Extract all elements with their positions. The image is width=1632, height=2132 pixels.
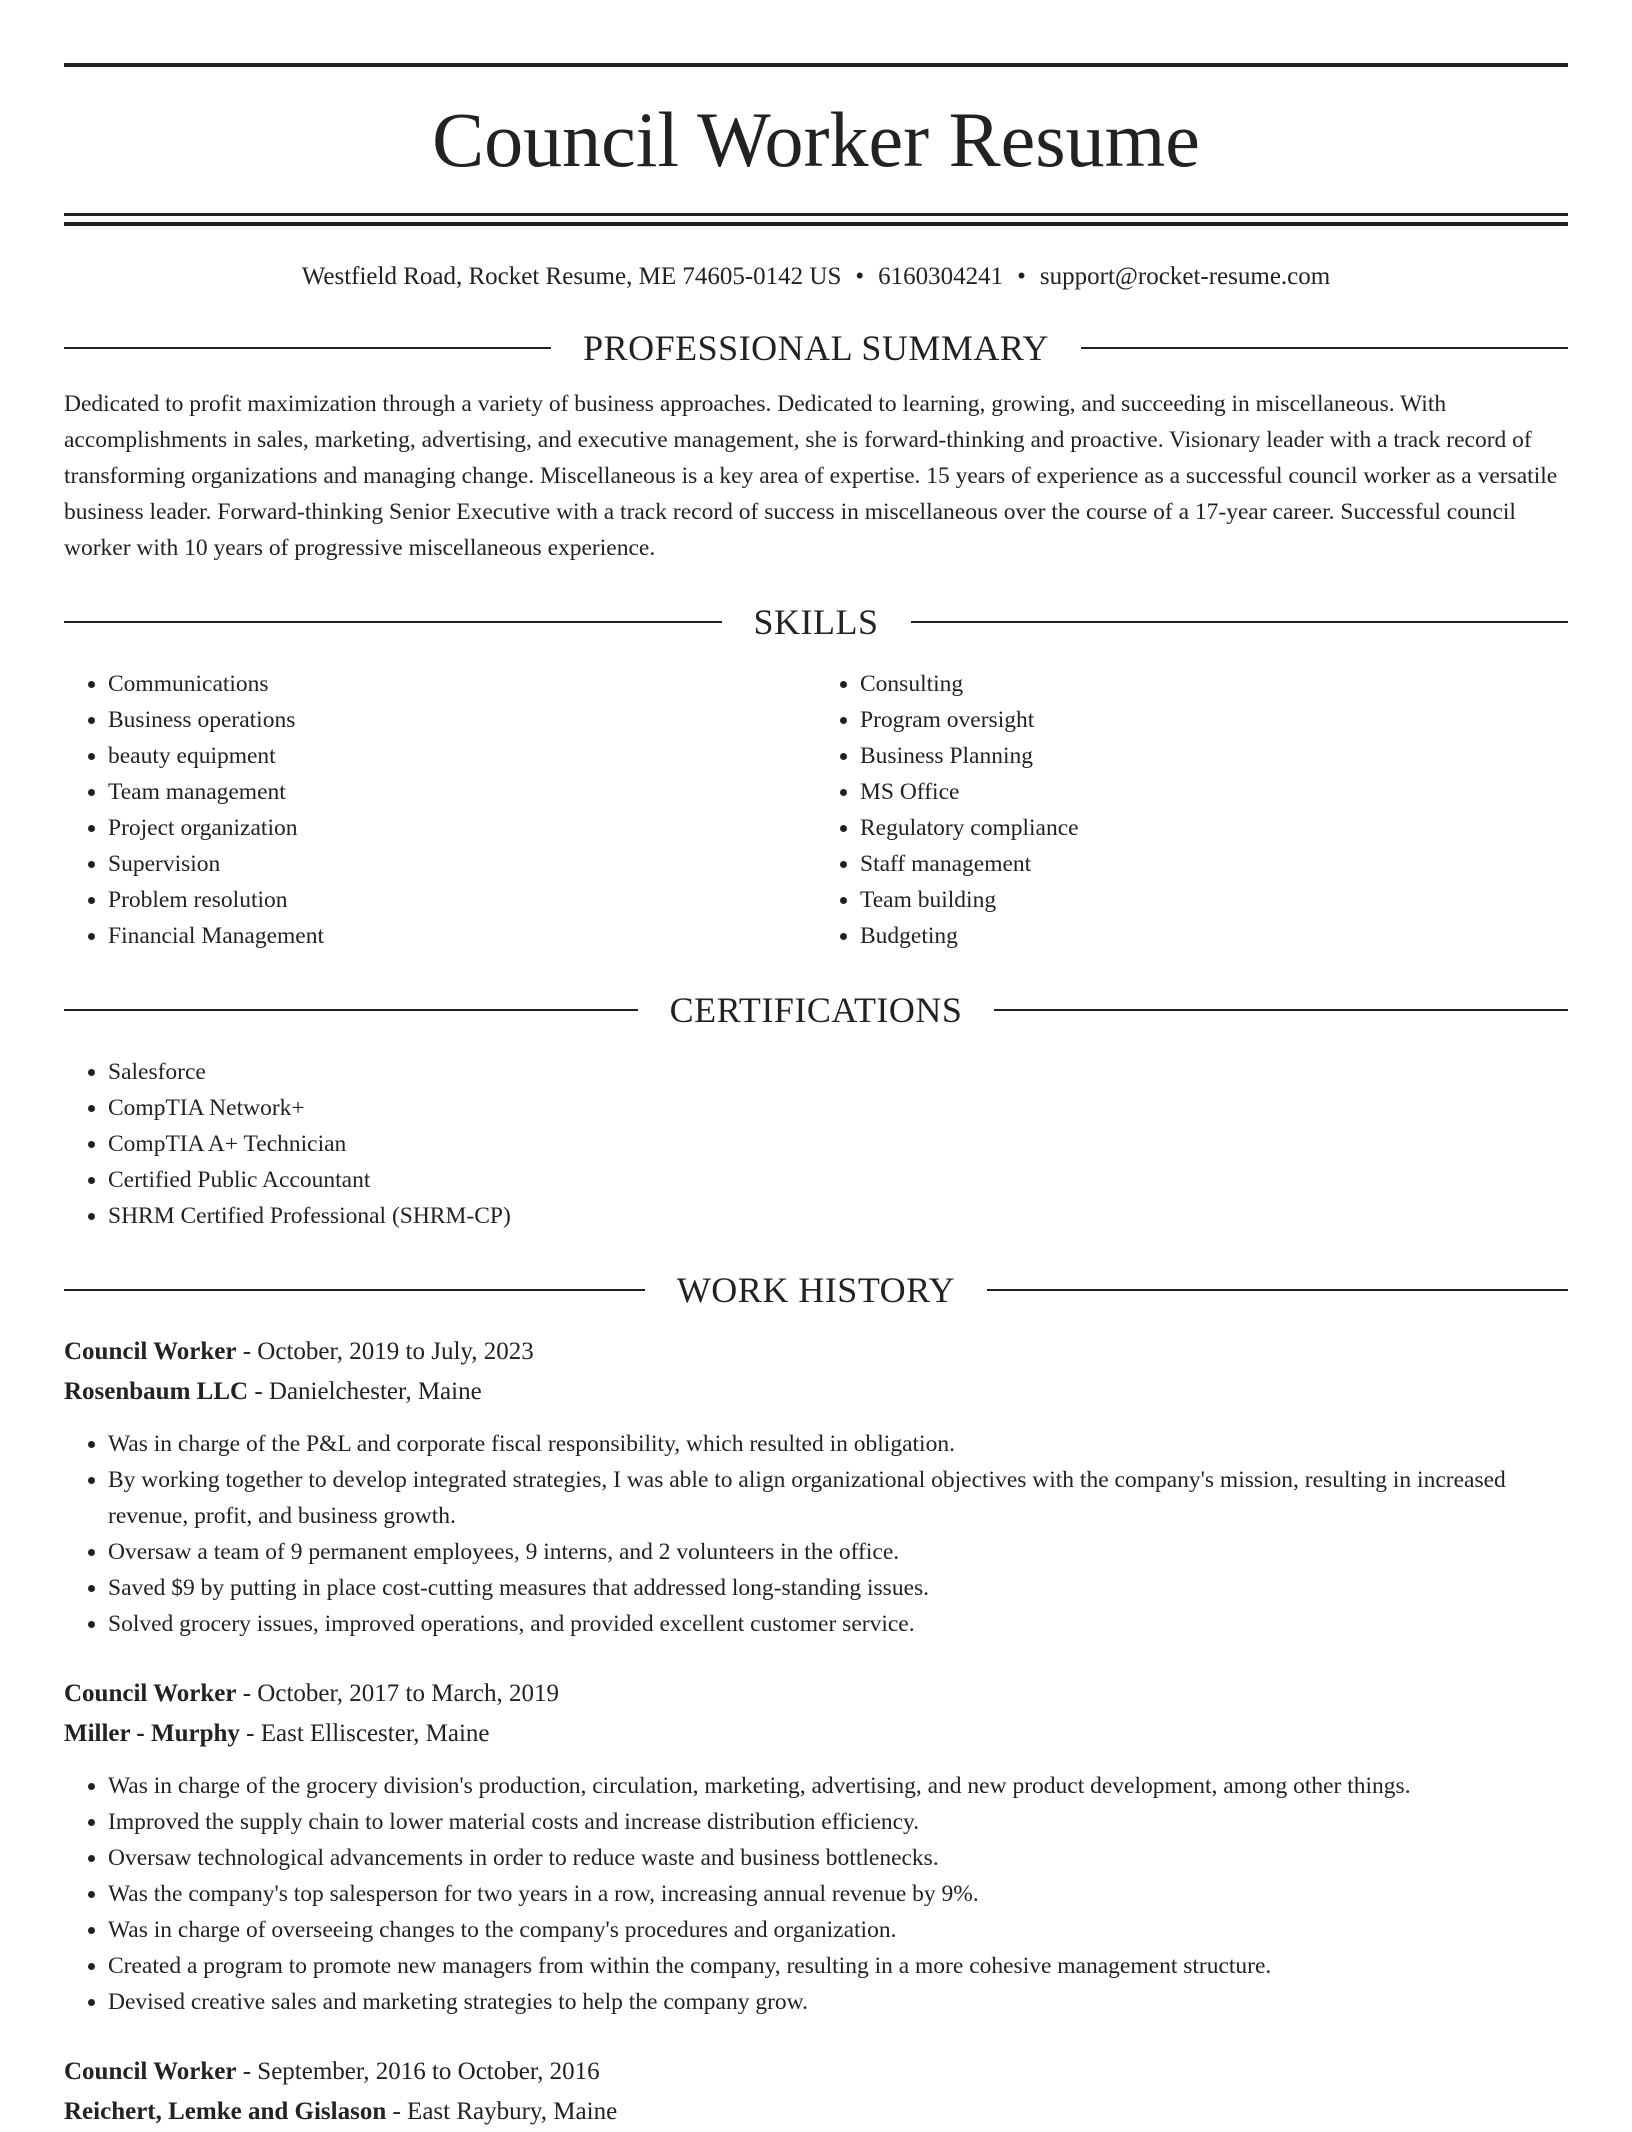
section-heading-summary	[64, 326, 1568, 370]
skill-item: • Business Planning	[860, 738, 1568, 774]
skill-item: • Problem resolution	[108, 882, 816, 918]
job-title: Council Worker	[64, 1338, 237, 1365]
section-title: SKILLS	[753, 602, 879, 642]
job-title-line	[64, 1332, 1568, 1372]
job-company-line	[64, 1714, 1568, 1754]
job-bullet: • Solved grocery issues, improved operations, and provided excellent customer service.	[108, 1606, 1568, 1642]
skill-item: • beauty equipment	[108, 738, 816, 774]
section-title: CERTIFICATIONS	[669, 990, 963, 1030]
certification-item: • SHRM Certified Professional (SHRM-CP)	[108, 1198, 1568, 1234]
skill-item: • Team building	[860, 882, 1568, 918]
skills-list-left	[64, 666, 816, 954]
certifications-list	[64, 1054, 1568, 1234]
job-bullet: • Was in charge of the P&L and corporate fiscal responsibility, which resulted in obligation.	[108, 1426, 1568, 1462]
resume-page	[64, 0, 1568, 2132]
job-entry	[64, 1332, 1568, 1642]
job-dates: - October, 2019 to July, 2023	[236, 1338, 534, 1365]
certification-item: • Salesforce	[108, 1054, 1568, 1090]
company-location: - Danielchester, Maine	[248, 1378, 482, 1405]
section-heading-certifications	[64, 988, 1568, 1032]
contact-line	[64, 262, 1568, 292]
address: Westfield Road, Rocket Resume, ME 74605-0142 US	[301, 263, 842, 290]
skill-item: • Consulting	[860, 666, 1568, 702]
skill-item: • Budgeting	[860, 918, 1568, 954]
job-bullet: • By working together to develop integrated strategies, I was able to align organizational objectives with the company's mission, resulting in increased revenue, profit, and business growth.	[108, 1462, 1568, 1534]
skill-item: • Staff management	[860, 846, 1568, 882]
company-name: Miller - Murphy	[64, 1720, 240, 1747]
divider	[987, 1289, 1568, 1291]
section-heading-work-history	[64, 1268, 1568, 1312]
skill-item: • Project organization	[108, 810, 816, 846]
section-title: WORK HISTORY	[676, 1270, 956, 1310]
skill-item: • Communications	[108, 666, 816, 702]
skill-item: • Supervision	[108, 846, 816, 882]
email-link[interactable]: support@rocket-resume.com	[1039, 263, 1331, 290]
job-entry	[64, 2052, 1568, 2132]
company-name: Reichert, Lemke and Gislason	[64, 2098, 387, 2125]
job-bullet: • Devised creative sales and marketing strategies to help the company grow.	[108, 1984, 1568, 2020]
section-heading-skills	[64, 600, 1568, 644]
job-bullet: • Oversaw a team of 9 permanent employees, 9 interns, and 2 volunteers in the office.	[108, 1534, 1568, 1570]
skill-item: • Regulatory compliance	[860, 810, 1568, 846]
certification-item: • Certified Public Accountant	[108, 1162, 1568, 1198]
skill-item: • MS Office	[860, 774, 1568, 810]
job-dates: - September, 2016 to October, 2016	[236, 2058, 600, 2085]
job-bullet: • Saved $9 by putting in place cost-cutting measures that addressed long-standing issues.	[108, 1570, 1568, 1606]
job-title: Council Worker	[64, 1680, 237, 1707]
summary-text: Dedicated to profit maximization through a variety of business approaches. Dedicated to learning, growing, and succeeding in miscellaneous. With accomplishments in sales, marketing, advertising, and executive management, she is forward-thinking and proactive. Visionary leader with a track record of transforming organizations and managing change. Miscellaneous is a key area of expertise. 15 years of experience as a successful council worker as a versatile business leader. Forward-thinking Senior Executive with a track record of success in miscellaneous over the course of a 17-year career. Successful council worker with 10 years of progressive miscellaneous experience.	[64, 391, 1558, 561]
bullet-separator: •	[1017, 263, 1026, 290]
certification-item: • CompTIA Network+	[108, 1090, 1568, 1126]
job-company-line	[64, 2092, 1568, 2132]
job-entry	[64, 1674, 1568, 2020]
divider	[994, 1009, 1568, 1011]
certification-item: • CompTIA A+ Technician	[108, 1126, 1568, 1162]
job-title-line	[64, 2052, 1568, 2092]
skills-list-right	[816, 666, 1568, 954]
divider	[64, 1289, 645, 1291]
skills-columns	[64, 666, 1568, 954]
job-bullet: • Oversaw technological advancements in order to reduce waste and business bottlenecks.	[108, 1840, 1568, 1876]
divider	[64, 1009, 638, 1011]
job-dates: - October, 2017 to March, 2019	[236, 1680, 560, 1707]
skill-item: • Program oversight	[860, 702, 1568, 738]
job-company-line	[64, 1372, 1568, 1412]
divider	[1081, 347, 1568, 349]
job-bullet: • Was in charge of overseeing changes to the company's procedures and organization.	[108, 1912, 1568, 1948]
company-location: - East Elliscester, Maine	[239, 1720, 490, 1747]
job-bullet: • Was in charge of the grocery division's production, circulation, marketing, advertising, and new product development, among other things.	[108, 1768, 1568, 1804]
divider	[64, 621, 722, 623]
divider	[911, 621, 1569, 623]
job-title-line	[64, 1674, 1568, 1714]
company-name: Rosenbaum LLC	[64, 1378, 249, 1405]
job-bullet: • Created a program to promote new managers from within the company, resulting in a more cohesive management structure.	[108, 1948, 1568, 1984]
job-title: Council Worker	[64, 2058, 237, 2085]
double-rule	[64, 213, 1568, 226]
section-title: PROFESSIONAL SUMMARY	[583, 328, 1049, 368]
company-location: - East Raybury, Maine	[386, 2098, 618, 2125]
job-bullets	[64, 1768, 1568, 2020]
top-rule	[64, 63, 1568, 67]
skill-item: • Team management	[108, 774, 816, 810]
job-bullets	[64, 1426, 1568, 1642]
resume-title: Council Worker Resume	[432, 96, 1200, 183]
bullet-separator: •	[855, 263, 865, 290]
skill-item: • Business operations	[108, 702, 816, 738]
phone: 6160304241	[878, 263, 1004, 290]
divider	[64, 347, 551, 349]
skill-item: • Financial Management	[108, 918, 816, 954]
job-bullet: • Improved the supply chain to lower material costs and increase distribution efficiency.	[108, 1804, 1568, 1840]
job-bullet: • Was the company's top salesperson for two years in a row, increasing annual revenue by 9%.	[108, 1876, 1568, 1912]
